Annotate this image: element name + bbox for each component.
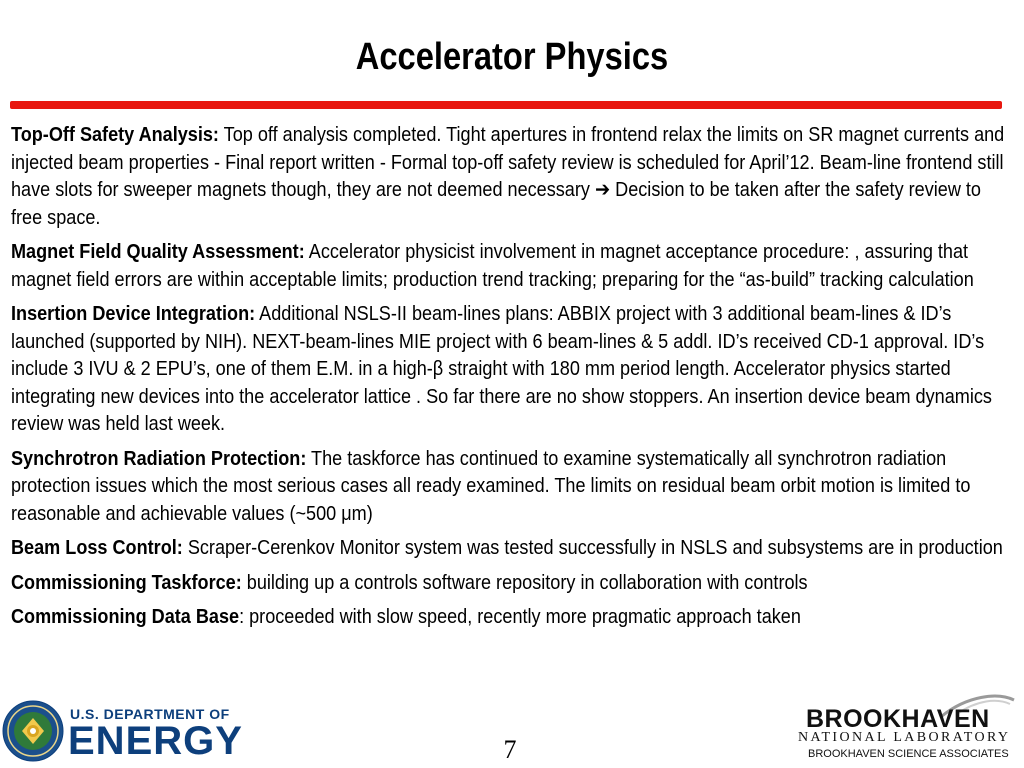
paragraph-text: Scraper-Cerenkov Monitor system was tested successfully in NSLS and subsystems are in production	[187, 536, 1003, 559]
slide-body	[11, 121, 1016, 638]
title-divider	[10, 101, 1002, 109]
doe-department-label: U.S. DEPARTMENT OF	[70, 706, 230, 722]
paragraph-heading: Synchrotron Radiation Protection:	[11, 446, 307, 470]
beta-symbol: β	[432, 357, 444, 380]
paragraph-text-continued: Decision to be taken after the safety review to free space.	[11, 178, 981, 229]
doe-seal-icon	[2, 700, 64, 762]
paragraph-text-continued: straight with 180 mm period length. Accelerator physics started integrating new devices into the accelerator lattice . So far there are no show stoppers. An insertion device beam dynamics review was held last week.	[11, 357, 992, 435]
brookhaven-logo	[792, 690, 1018, 766]
brookhaven-wordmark: BROOKHAVEN	[806, 705, 990, 733]
doe-logo	[2, 700, 252, 766]
doe-energy-wordmark: ENERGY	[68, 719, 243, 763]
paragraph-text: The taskforce has continued to examine systematically all synchrotron radiation protection issues which the most serious cases all ready examined. The limits on residual beam orbit motion is limited to reasonable and achievable values (~500	[11, 446, 971, 525]
paragraph-top-off-safety	[11, 121, 1016, 231]
paragraph-text: building up a controls software repository in collaboration with controls	[246, 570, 808, 594]
paragraph-text: : proceeded with slow speed, recently more pragmatic approach taken	[239, 605, 801, 628]
paragraph-magnet-field-quality	[11, 238, 1016, 293]
paragraph-text: Top off analysis completed. Tight apertures in frontend relax the limits on SR magnet currents and injected beam properties - Final report written - Formal top-off safety review is scheduled for April’12. Beam-line frontend still have slots for sweeper magnets though, they are not deemed necessary	[11, 123, 1005, 201]
slide-title: Accelerator Physics	[355, 36, 669, 78]
paragraph-heading: Insertion Device Integration:	[11, 302, 256, 325]
mu-symbol: μ	[341, 501, 352, 525]
paragraph-commissioning-database	[11, 603, 1016, 631]
paragraph-heading: Top-Off Safety Analysis:	[11, 123, 219, 146]
paragraph-insertion-device	[11, 300, 1016, 438]
paragraph-beam-loss-control	[11, 534, 1016, 562]
paragraph-commissioning-taskforce	[11, 569, 1016, 597]
paragraph-text: Accelerator physicist involvement in magnet acceptance procedure: , assuring that magnet field errors are within acceptable limits; production trend tracking; preparing for the “as-build” tracking calculation	[11, 240, 974, 291]
science-associates-label: BROOKHAVEN SCIENCE ASSOCIATES	[808, 748, 1009, 760]
paragraph-heading: Beam Loss Control:	[11, 536, 183, 559]
paragraph-heading: Commissioning Data Base	[11, 605, 240, 628]
page-number: 7	[503, 735, 517, 764]
arrow-icon: ➔	[594, 178, 611, 201]
paragraph-text-continued: m)	[351, 501, 373, 525]
paragraph-heading: Magnet Field Quality Assessment:	[11, 240, 305, 263]
paragraph-synchrotron-radiation	[11, 445, 1016, 528]
national-laboratory-label: NATIONAL LABORATORY	[798, 730, 1011, 745]
paragraph-text: Additional NSLS-II beam-lines plans: ABBIX project with 3 additional beam-lines & ID’s launched (supported by NIH). NEXT-beam-lines MIE project with 6 beam-lines & 5 addl. ID’s received CD-1 approval. ID’s include 3 IVU & 2 EPU’s, one of them E.M. in a high-	[11, 302, 985, 380]
paragraph-heading: Commissioning Taskforce:	[11, 570, 242, 594]
